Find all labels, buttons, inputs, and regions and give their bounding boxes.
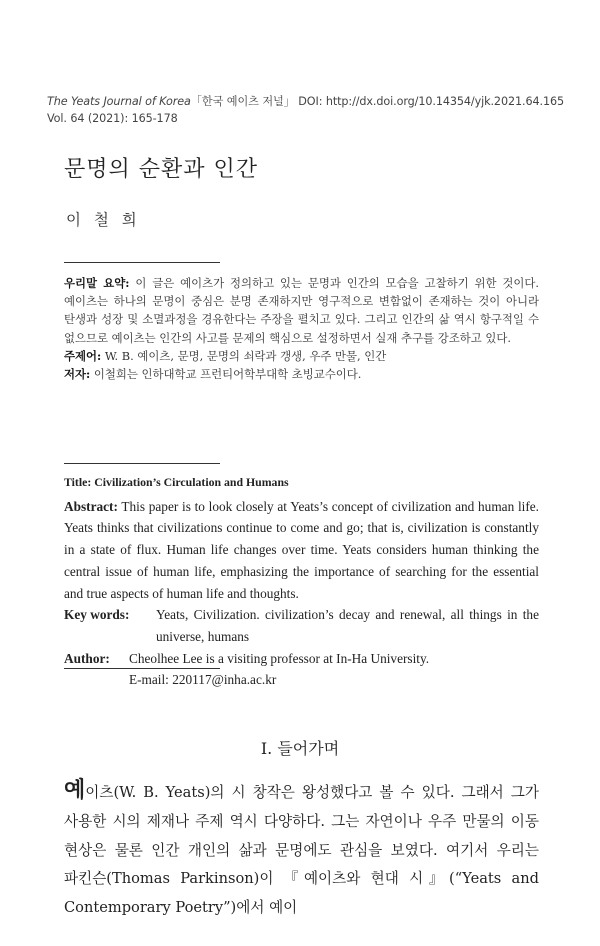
korean-summary-text: 이 글은 예이츠가 정의하고 있는 문명과 인간의 모습을 고찰하기 위한 것이다. 예이츠는 하나의 문명이 중심은 분명 존재하지만 영구적으로 변함없이 존재하는 것이 아니라 탄생과 성장 및 소멸과정을 경유한다는 주장을 펼치고 있다. 그리고 인간의 삶 역시 항구적일 수 없으므로 예이츠는 인간의 사고를 문제의 핵심으로 설정하면서 실재 추구를 강조하고 있다. [64,276,540,345]
divider-rule [64,262,220,263]
korean-author-label: 저자: [64,367,91,382]
section-heading: I. 들어가며 [260,739,340,758]
journal-name-ko: 「한국 예이츠 저널」 [190,95,295,108]
divider-rule [64,463,220,464]
body-text: 이츠(W. B. Yeats)의 시 창작은 왕성했다고 볼 수 있다. 그래서 그가 사용한 시의 제재나 주제 역시 다양하다. 그는 자연이나 우주 만물의 이동 현상은 물론 인간 개인의 삶과 문명에도 관심을 보였다. 여기서 우리는 파킨슨(Thomas Parkinson)이 『예이츠와 현대 시』(“Yeats and Contemporary Poetry”)에서 예이 [64,784,539,917]
divider-rule [64,668,220,669]
korean-summary-label: 우리말 요약: [64,276,130,290]
english-abstract [64,472,539,691]
author-label: Author: [64,650,110,666]
body-paragraph [64,776,539,923]
header-line-1 [47,93,565,110]
article-author: 이 철 희 [66,211,141,229]
korean-author-text: 이철희는 인하대학교 프런티어학부대학 초빙교수이다. [90,367,362,382]
korean-keywords-label: 주제어: [64,348,102,363]
article-title: 문명의 순환과 인간 [64,157,259,182]
author-info [129,648,539,691]
korean-keywords-text: W. B. 예이츠, 문명, 문명의 쇠락과 갱생, 우주 만물, 인간 [101,348,387,363]
journal-name-en: The Yeats Journal of Korea [47,95,191,108]
volume-info: Vol. 64 (2021): 165-178 [47,112,178,125]
keywords-text: Yeats, Civilization. civilization’s decay and renewal, all things in the universe, humans [156,607,539,644]
english-keywords [64,604,539,647]
abstract-label: Abstract: [64,498,118,514]
korean-author [64,365,539,383]
korean-keywords [64,347,539,365]
english-title: Title: Civilization’s Circulation and Humans [64,475,289,489]
korean-abstract [64,274,539,383]
keywords-label: Key words: [64,607,130,623]
journal-header [47,93,565,127]
doi-text: DOI: http://dx.doi.org/10.14354/yjk.2021.64.165 [298,95,565,108]
author-email: E-mail: 220117@inha.ac.kr [129,672,277,688]
author-text: Cheolhee Lee is a visiting professor at In-Ha University. [129,650,430,666]
abstract-text: This paper is to look closely at Yeats’s concept of civilization and human life. Yeats thinks that civilizations continue to come and go; that is, civilization is constantly in a state of flux. Human life changes over time. Yeats considers human thinking the central issue of human life, emphasizing the importance of searching for the essential and true aspects of human life and thoughts. [64,498,539,601]
drop-cap: 예 [64,777,86,803]
english-abstract-body [64,496,539,605]
korean-summary [64,274,539,347]
english-author [64,648,539,691]
